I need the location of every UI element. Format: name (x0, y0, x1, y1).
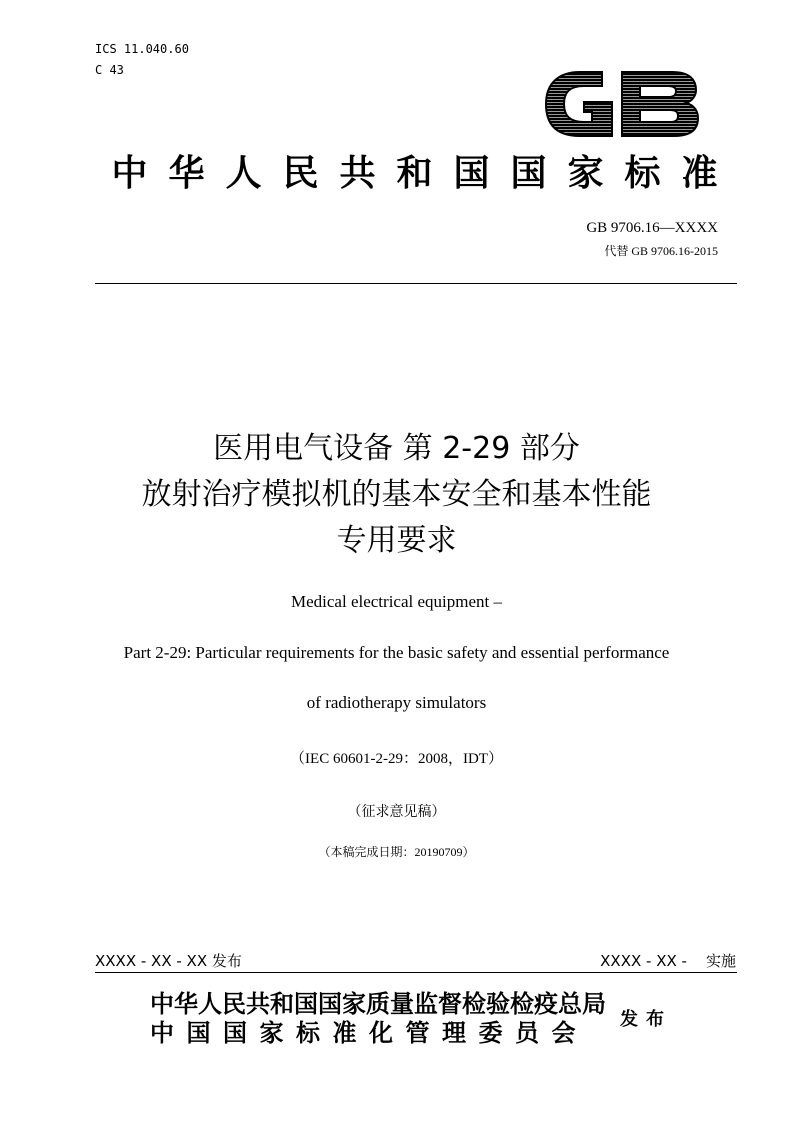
adoption-note: （IEC 60601-2-29：2008，IDT） (290, 751, 503, 767)
ccs-code: C 43 (95, 63, 124, 77)
completion-date: （本稿完成日期：20190709） (318, 845, 475, 859)
title-zh-line-3: 专用要求 (336, 523, 457, 558)
standard-number: GB 9706.16—XXXX (586, 220, 718, 236)
issuer-line-1: 中华人民共和国国家质量监督检验检疫总局 (150, 992, 606, 1018)
release-label: 发布 (620, 1009, 672, 1029)
bottom-divider (95, 972, 737, 973)
draft-status: （征求意见稿） (347, 805, 446, 820)
title-en-line-2: Part 2-29: Particular requirements for the basic safety and essential performance (123, 643, 670, 662)
implementation-date: XXXX - XX - 实施 (600, 952, 736, 970)
gb-logo (540, 62, 702, 146)
top-divider (95, 283, 737, 284)
standard-type-heading: 中华人民共和国国家标准 (111, 153, 739, 193)
title-en-line-1: Medical electrical equipment – (291, 592, 502, 611)
replaces-standard: 代替 GB 9706.16-2015 (604, 244, 718, 258)
title-zh-line-2: 放射治疗模拟机的基本安全和基本性能 (141, 477, 652, 512)
title-en-line-3: of radiotherapy simulators (306, 693, 487, 712)
issuer-line-2: 中国国家标准化管理委员会 (150, 1021, 588, 1047)
issue-date: XXXX - XX - XX 发布 (95, 952, 242, 970)
title-zh-line-1: 医用电气设备 第 2-29 部分 (213, 431, 580, 466)
ics-code: ICS 11.040.60 (95, 42, 189, 56)
